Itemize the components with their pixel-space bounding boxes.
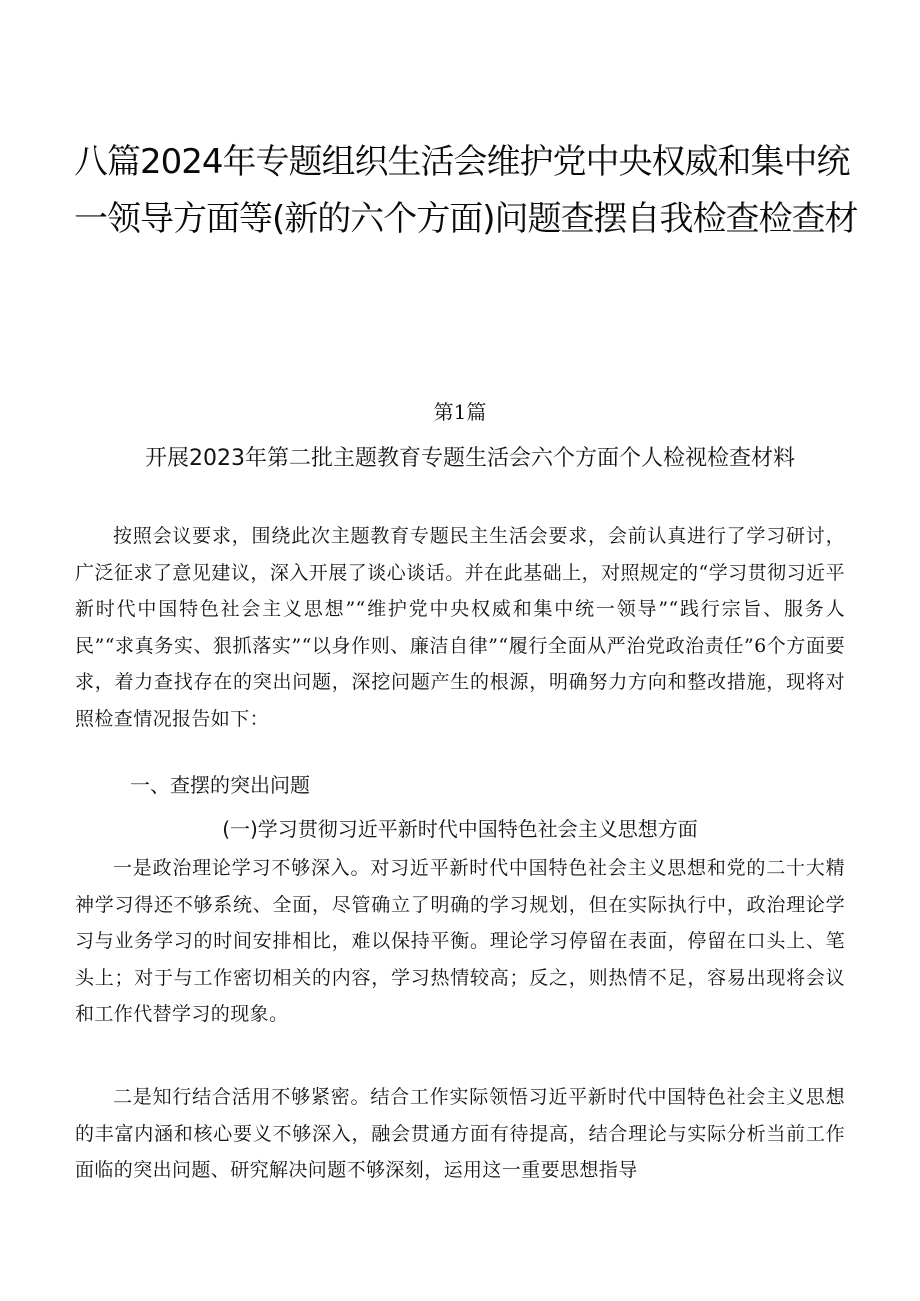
body-paragraph-two: 二是知行结合活用不够紧密。结合工作实际领悟习近平新时代中国特色社会主义思想的丰富内涵和核心要义不够深入，融会贯通方面有待提高，结合理论与实际分析当前工作面临的突出问题、研究解决问题不够深刻，运用这一重要思想指导 (75, 1086, 845, 1181)
body-paragraph-one: 一是政治理论学习不够深入。对习近平新时代中国特色社会主义思想和党的二十大精神学习得还不够系统、全面，尽管确立了明确的学习规划，但在实际执行中，政治理论学习与业务学习的时间安排相比，难以保持平衡。理论学习停留在表面，停留在口头上、笔头上；对于与工作密切相关的内容，学习热情较高；反之，则热情不足，容易出现将会议和工作代替学习的现象。 (75, 857, 845, 1025)
article-number-label: 第1篇 (433, 400, 487, 424)
document-title-line-1: 八篇2024年专题组织生活会维护党中央权威和集中统 (74, 142, 850, 182)
subsection-heading: (一)学习贯彻习近平新时代中国特色社会主义思想方面 (222, 817, 698, 841)
section-heading: 一、查摆的突出问题 (130, 773, 310, 797)
intro-paragraph: 按照会议要求，围绕此次主题教育专题民主生活会要求，会前认真进行了学习研讨，广泛征求了意见建议，深入开展了谈心谈话。并在此基础上，对照规定的“学习贯彻习近平新时代中国特色社会主义思想”“维护党中央权威和集中统一领导”“践行宗旨、服务人民”“求真务实、狠抓落实”“以身作则、廉洁自律”“履行全面从严治党政治责任”6个方面要求，着力查找存在的突出问题，深挖问题产生的根源，明确努力方向和整改措施，现将对照检查情况报告如下： (75, 525, 845, 730)
article-title: 开展2023年第二批主题教育专题生活会六个方面个人检视检查材料 (145, 446, 795, 471)
document-title-line-2: 一领导方面等(新的六个方面)问题查摆自我检查检查材 (74, 199, 858, 239)
